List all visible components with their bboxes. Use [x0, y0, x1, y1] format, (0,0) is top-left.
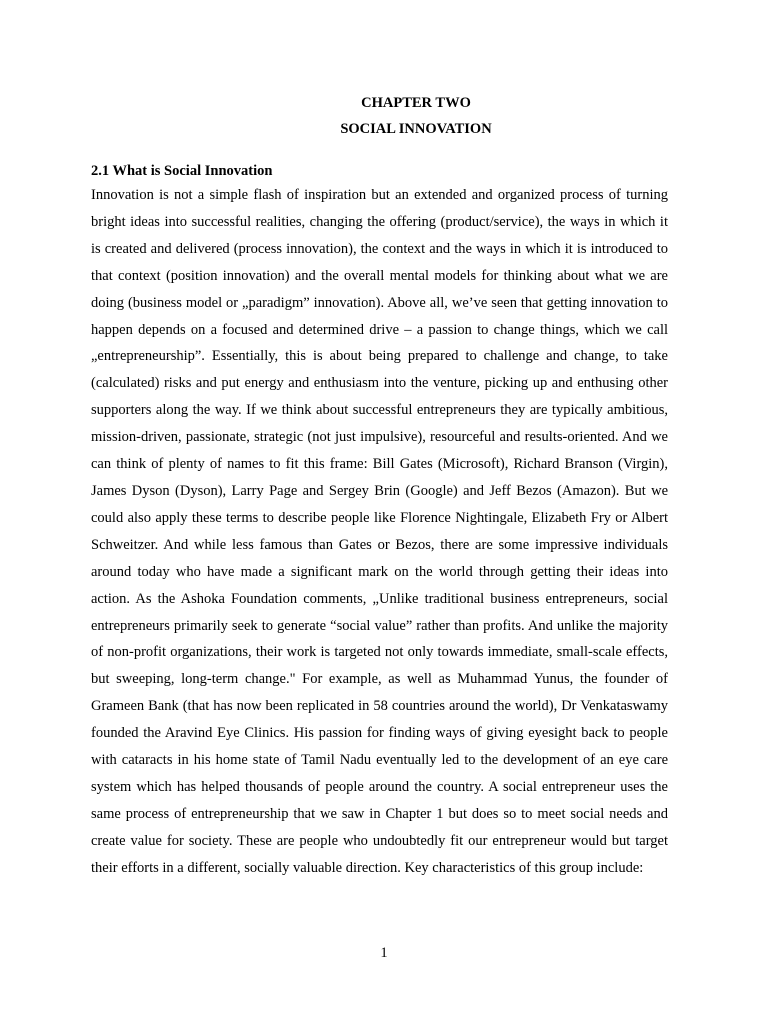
chapter-subtitle: SOCIAL INNOVATION: [340, 121, 492, 137]
section-heading: 2.1 What is Social Innovation: [91, 163, 273, 179]
chapter-title: CHAPTER TWO: [361, 95, 471, 111]
page-number: 1: [380, 945, 388, 961]
body-paragraph: Innovation is not a simple flash of inspiration but an extended and organized process of turning bright ideas into successful realities, changing the offering (product/service), the ways in which it is created and delivered (process innovation), the context and the ways in which it is introduced to that context (position innovation) and the overall mental models for thinking about what we are doing (business model or „paradigm” innovation). Above all, we’ve seen that getting innovation to happen depends on a focused and determined drive – a passion to change things, which we call „entrepreneurship”. Essentially, this is about being prepared to challenge and change, to take (calculated) risks and put energy and enthusiasm into the venture, picking up and enthusing other supporters along the way. If we think about successful entrepreneurs they are typically ambitious, mission-driven, passionate, strategic (not just impulsive), resourceful and results-oriented. And we can think of plenty of names to fit this frame: Bill Gates (Microsoft), Richard Branson (Virgin), James Dyson (Dyson), Larry Page and Sergey Brin (Google) and Jeff Bezos (Amazon). But we could also apply these terms to describe people like Florence Nightingale, Elizabeth Fry or Albert Schweitzer. And while less famous than Gates or Bezos, there are some impressive individuals around today who have made a significant mark on the world through getting their ideas into action. As the Ashoka Foundation comments, „Unlike traditional business entrepreneurs, social entrepreneurs primarily seek to generate “social value” rather than profits. And unlike the majority of non-profit organizations, their work is targeted not only towards immediate, small-scale effects, but sweeping, long-term change." For example, as well as Muhammad Yunus, the founder of Grameen Bank (that has now been replicated in 58 countries around the world), Dr Venkataswamy founded the Aravind Eye Clinics. His passion for finding ways of giving eyesight back to people with cataracts in his home state of Tamil Nadu eventually led to the development of an eye care system which has helped thousands of people around the country. A social entrepreneur uses the same process of entrepreneurship that we saw in Chapter 1 but does so to meet social needs and create value for society. These are people who undoubtedly fit our entrepreneur would but target their efforts in a different, socially valuable direction. Key characteristics of this group include:: [91, 187, 668, 876]
